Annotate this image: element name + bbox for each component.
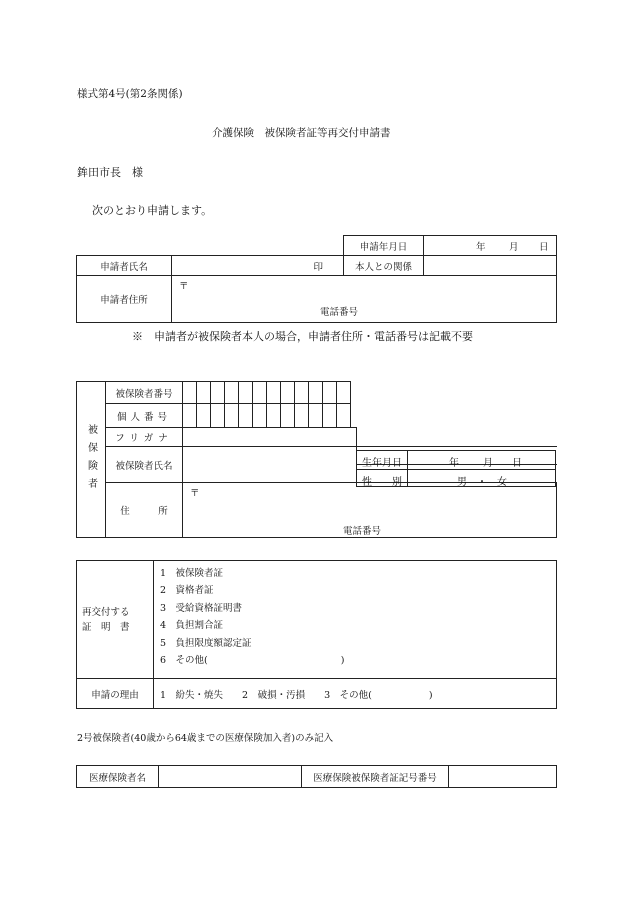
postal-mark: 〒 bbox=[179, 281, 189, 292]
date-month: 月 bbox=[509, 242, 519, 253]
reason-options[interactable]: 1 紛失・焼失 2 破損・汚損 3 その他( ) bbox=[154, 679, 557, 709]
insured-number-digit[interactable] bbox=[197, 382, 211, 404]
individual-number-digit[interactable] bbox=[337, 404, 351, 428]
individual-number-label: 個人番号 bbox=[106, 404, 183, 428]
intro-text: 次のとおり申請します。 bbox=[92, 204, 213, 217]
sex-label: 性 別 bbox=[362, 477, 402, 488]
individual-number-digit[interactable] bbox=[211, 404, 225, 428]
reissue-table bbox=[76, 560, 557, 709]
insured-side-label: 被保険者 bbox=[77, 382, 106, 538]
individual-number-digit[interactable] bbox=[253, 404, 267, 428]
seal-mark: 印 bbox=[313, 261, 323, 273]
individual-number-digit[interactable] bbox=[197, 404, 211, 428]
individual-number-digit[interactable] bbox=[281, 404, 295, 428]
applicant-name-field[interactable] bbox=[172, 256, 344, 276]
cert-number-label: 医療保険被保険者証記号番号 bbox=[302, 766, 449, 788]
insured-number-digit[interactable] bbox=[267, 382, 281, 404]
insured-number-digit[interactable] bbox=[253, 382, 267, 404]
individual-number-digit[interactable] bbox=[239, 404, 253, 428]
applicant-note: ※ 申請者が被保険者本人の場合，申請者住所・電話番号は記載不要 bbox=[132, 330, 473, 343]
individual-number-digit[interactable] bbox=[309, 404, 323, 428]
birth-year: 年 bbox=[449, 458, 459, 469]
furigana-label: フリガナ bbox=[106, 428, 183, 447]
applicant-table bbox=[76, 235, 557, 323]
applicant-address-field[interactable] bbox=[172, 276, 557, 323]
applicant-phone-label: 電話番号 bbox=[320, 307, 359, 318]
insured-name-field[interactable] bbox=[183, 447, 357, 483]
cert-number-field[interactable] bbox=[449, 766, 557, 788]
addressee: 鉾田市長 様 bbox=[77, 166, 143, 179]
furigana-field[interactable] bbox=[183, 428, 357, 447]
insured-number-digit[interactable] bbox=[211, 382, 225, 404]
insured-number-digit[interactable] bbox=[183, 382, 197, 404]
secondary-table bbox=[76, 765, 557, 788]
relation-field[interactable] bbox=[424, 256, 557, 276]
reissue-item[interactable]: 5 負担限度額認定証 bbox=[160, 637, 252, 649]
reason-label: 申請の理由 bbox=[77, 679, 154, 709]
birth-sex-grid bbox=[356, 450, 556, 487]
insurer-name-label: 医療保険者名 bbox=[77, 766, 159, 788]
insured-number-digit[interactable] bbox=[281, 382, 295, 404]
insured-address-field[interactable] bbox=[183, 483, 557, 538]
reissue-item[interactable]: 1 被保険者証 bbox=[160, 568, 224, 579]
reissue-item[interactable]: 2 資格者証 bbox=[160, 585, 214, 597]
sex-options[interactable]: 男 ・ 女 bbox=[457, 477, 507, 488]
insured-number-digit[interactable] bbox=[295, 382, 309, 404]
date-year: 年 bbox=[476, 242, 486, 253]
relation-label: 本人との関係 bbox=[344, 256, 424, 276]
individual-number-digit[interactable] bbox=[267, 404, 281, 428]
insured-address-label: 住 所 bbox=[106, 483, 183, 538]
insured-number-digit[interactable] bbox=[309, 382, 323, 404]
application-date-field[interactable] bbox=[424, 236, 557, 256]
birth-date-label: 生年月日 bbox=[362, 458, 402, 469]
individual-number-digit[interactable] bbox=[295, 404, 309, 428]
insured-phone-label: 電話番号 bbox=[343, 526, 382, 537]
reissue-item[interactable]: 3 受給資格証明書 bbox=[160, 602, 243, 614]
birth-day: 日 bbox=[512, 458, 522, 469]
page-title: 介護保険 被保険者証等再交付申請書 bbox=[212, 127, 391, 139]
insured-postal-mark: 〒 bbox=[190, 488, 200, 499]
date-day: 日 bbox=[539, 242, 549, 253]
reissue-item[interactable]: 4 負担割合証 bbox=[160, 620, 224, 632]
reissue-items[interactable] bbox=[154, 561, 557, 679]
insured-number-digit[interactable] bbox=[323, 382, 337, 404]
birth-month: 月 bbox=[483, 458, 493, 469]
insured-name-label: 被保険者氏名 bbox=[106, 447, 183, 483]
insurer-name-field[interactable] bbox=[159, 766, 302, 788]
applicant-name-label: 申請者氏名 bbox=[77, 256, 172, 276]
secondary-note: 2号被保険者(40歳から64歳までの医療保険加入者)のみ記入 bbox=[77, 733, 334, 744]
reissue-item[interactable]: 6 その他( ) bbox=[160, 655, 345, 667]
applicant-address-label: 申請者住所 bbox=[77, 276, 172, 323]
individual-number-digit[interactable] bbox=[323, 404, 337, 428]
form-number: 様式第4号(第2条関係) bbox=[77, 88, 183, 100]
insured-number-digit[interactable] bbox=[239, 382, 253, 404]
insured-number-digit[interactable] bbox=[337, 382, 351, 404]
individual-number-digit[interactable] bbox=[183, 404, 197, 428]
insured-number-digit[interactable] bbox=[225, 382, 239, 404]
application-date-label: 申請年月日 bbox=[344, 236, 424, 256]
insured-number-label: 被保険者番号 bbox=[106, 382, 183, 404]
individual-number-digit[interactable] bbox=[225, 404, 239, 428]
reissue-label: 再交付する 証 明 書 bbox=[77, 561, 154, 679]
